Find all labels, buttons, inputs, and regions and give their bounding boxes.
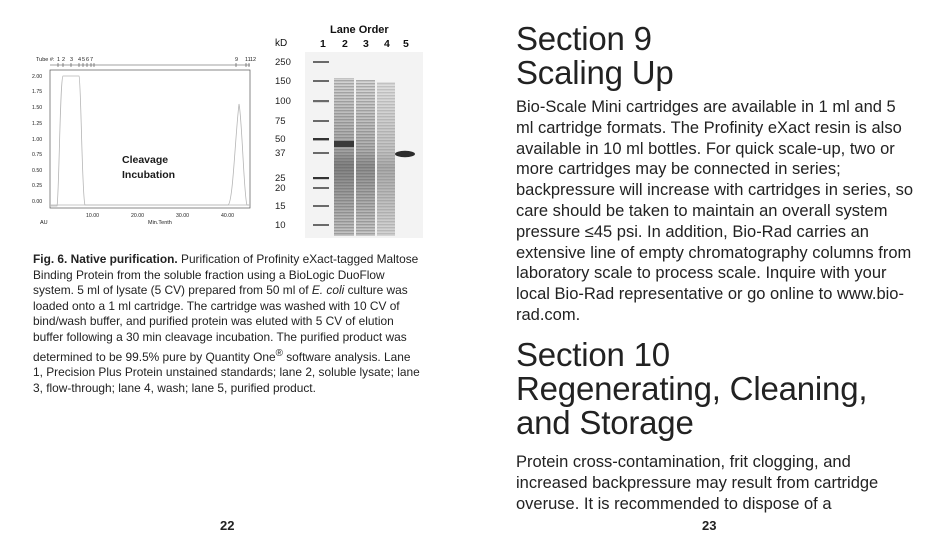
caption-italic: E. coli <box>311 283 345 298</box>
marker-label: 15 <box>275 201 286 212</box>
tube-number: 3 <box>70 57 74 63</box>
lane-5-purified-band <box>395 151 415 157</box>
caption-text: Purification of Profinity eXact-tagged Maltose Binding Protein from the soluble fraction using a BioLogic DuoFlow system. 5 ml of lysate (5 CV) prepared from 50 ml of <box>33 252 419 298</box>
section-9-heading-line2: Scaling Up <box>516 54 674 91</box>
y-tick: 0.25 <box>32 183 43 189</box>
x-tick: 10.00 <box>86 213 99 219</box>
lane-2-major-band <box>334 141 354 147</box>
section-9-body: Bio-Scale Mini cartridges are available in 1 ml and 5 ml cartridge formats. The Profinity eXact resin is also available in 10 ml bottles. For quick scale-up, two or more cartridges may be connected in series; backpressure will increase with cartridges in series, so care should be taken to maintain an overall system pressure ≤45 psi. In addition, Bio-Rad carries an extensive line of empty chromatography columns from laboratory scale to process scale. Inquire with your local Bio-Rad representative or go online to www.bio-rad.com. <box>516 98 914 324</box>
y-ticks <box>32 74 42 205</box>
x-tick: 40.00 <box>221 213 234 219</box>
y-tick: 1.00 <box>32 137 43 143</box>
lane-number: 4 <box>384 38 390 50</box>
marker-label: 150 <box>275 76 291 87</box>
marker-label: 50 <box>275 134 286 145</box>
y-tick: 1.75 <box>32 89 43 95</box>
y-tick: 0.50 <box>32 168 43 174</box>
y-unit-label: AU <box>40 220 48 226</box>
lane-number: 2 <box>342 38 348 50</box>
lane-number: 5 <box>403 38 409 50</box>
x-tick: 20.00 <box>131 213 144 219</box>
caption-text: culture was loaded onto a 1 ml cartridge. The cartridge was washed with 10 CV of bind/wash buffer, and purified protein was eluted with 5 CV of elution buffer following a 30 min cleavage incubation. The purified product was determined to be 99.5% pure by Quantity One <box>33 283 408 364</box>
page-number-left: 22 <box>220 518 235 533</box>
absorbance-trace-load <box>50 76 250 206</box>
section-10-heading-line2: Regenerating, Cleaning, <box>516 370 868 407</box>
y-tick: 1.50 <box>32 105 43 111</box>
lane-4-bands <box>377 82 395 236</box>
right-page <box>470 0 950 554</box>
gel-svg <box>272 20 432 240</box>
tube-number: 4 <box>78 57 82 63</box>
caption-title: Fig. 6. Native purification. <box>33 252 178 266</box>
marker-label: 20 <box>275 183 286 194</box>
gel-title: Lane Order <box>330 24 389 36</box>
y-tick: 0.75 <box>32 152 43 158</box>
y-tick: 0.00 <box>32 199 43 205</box>
tube-number: 7 <box>90 57 94 63</box>
y-tick: 2.00 <box>32 74 43 80</box>
marker-label: 250 <box>275 57 291 68</box>
tube-number: 12 <box>250 57 257 63</box>
marker-label: 10 <box>275 220 286 231</box>
page-number-right: 23 <box>702 518 717 533</box>
x-unit-label: Min.Tenth <box>148 220 172 226</box>
left-page <box>0 0 470 554</box>
tube-number: 11 <box>245 57 251 63</box>
tube-label: Tube #: <box>36 57 55 63</box>
marker-labels <box>275 57 291 231</box>
chromatogram-svg <box>30 48 257 236</box>
section-10-body: Protein cross-contamination, frit clogging, and increased backpressure may result from cartridge overuse. It is recommended to dispose of a <box>516 453 879 513</box>
tube-number: 6 <box>86 57 90 63</box>
fraction-ticks <box>50 63 250 67</box>
caption-text: software analysis. Lane 1, Precision Plus Protein unstained standards; lane 2, soluble lysate; lane 3, flow-through; lane 4, wash; lane 5, purified product. <box>33 349 420 395</box>
tube-number: 9 <box>235 57 239 63</box>
lane-2-bands <box>334 78 354 236</box>
incubation-annotation: Incubation <box>122 169 176 181</box>
x-tick: 30.00 <box>176 213 189 219</box>
x-ticks <box>86 213 234 219</box>
lane-3-bands <box>356 80 375 236</box>
marker-label: 37 <box>275 148 286 159</box>
figure-caption <box>33 252 423 396</box>
registered-mark: ® <box>275 347 283 359</box>
cleavage-annotation: Cleavage <box>122 154 169 166</box>
kd-label: kD <box>275 38 288 49</box>
y-tick: 1.25 <box>32 121 43 127</box>
lane-number: 1 <box>320 38 326 50</box>
marker-label: 25 <box>275 173 286 184</box>
marker-label: 75 <box>275 116 286 127</box>
section-9-heading-line1: Section 9 <box>516 20 652 57</box>
section-10-heading-line3: and Storage <box>516 404 694 441</box>
marker-label: 100 <box>275 96 291 107</box>
chromatogram-figure <box>30 48 257 236</box>
section-10-heading-line1: Section 10 <box>516 336 670 373</box>
gel-figure <box>272 20 432 240</box>
lane-number: 3 <box>363 38 369 50</box>
tube-number: 5 <box>82 57 86 63</box>
tube-number: 2 <box>62 57 66 63</box>
tube-number: 1 <box>57 57 61 63</box>
